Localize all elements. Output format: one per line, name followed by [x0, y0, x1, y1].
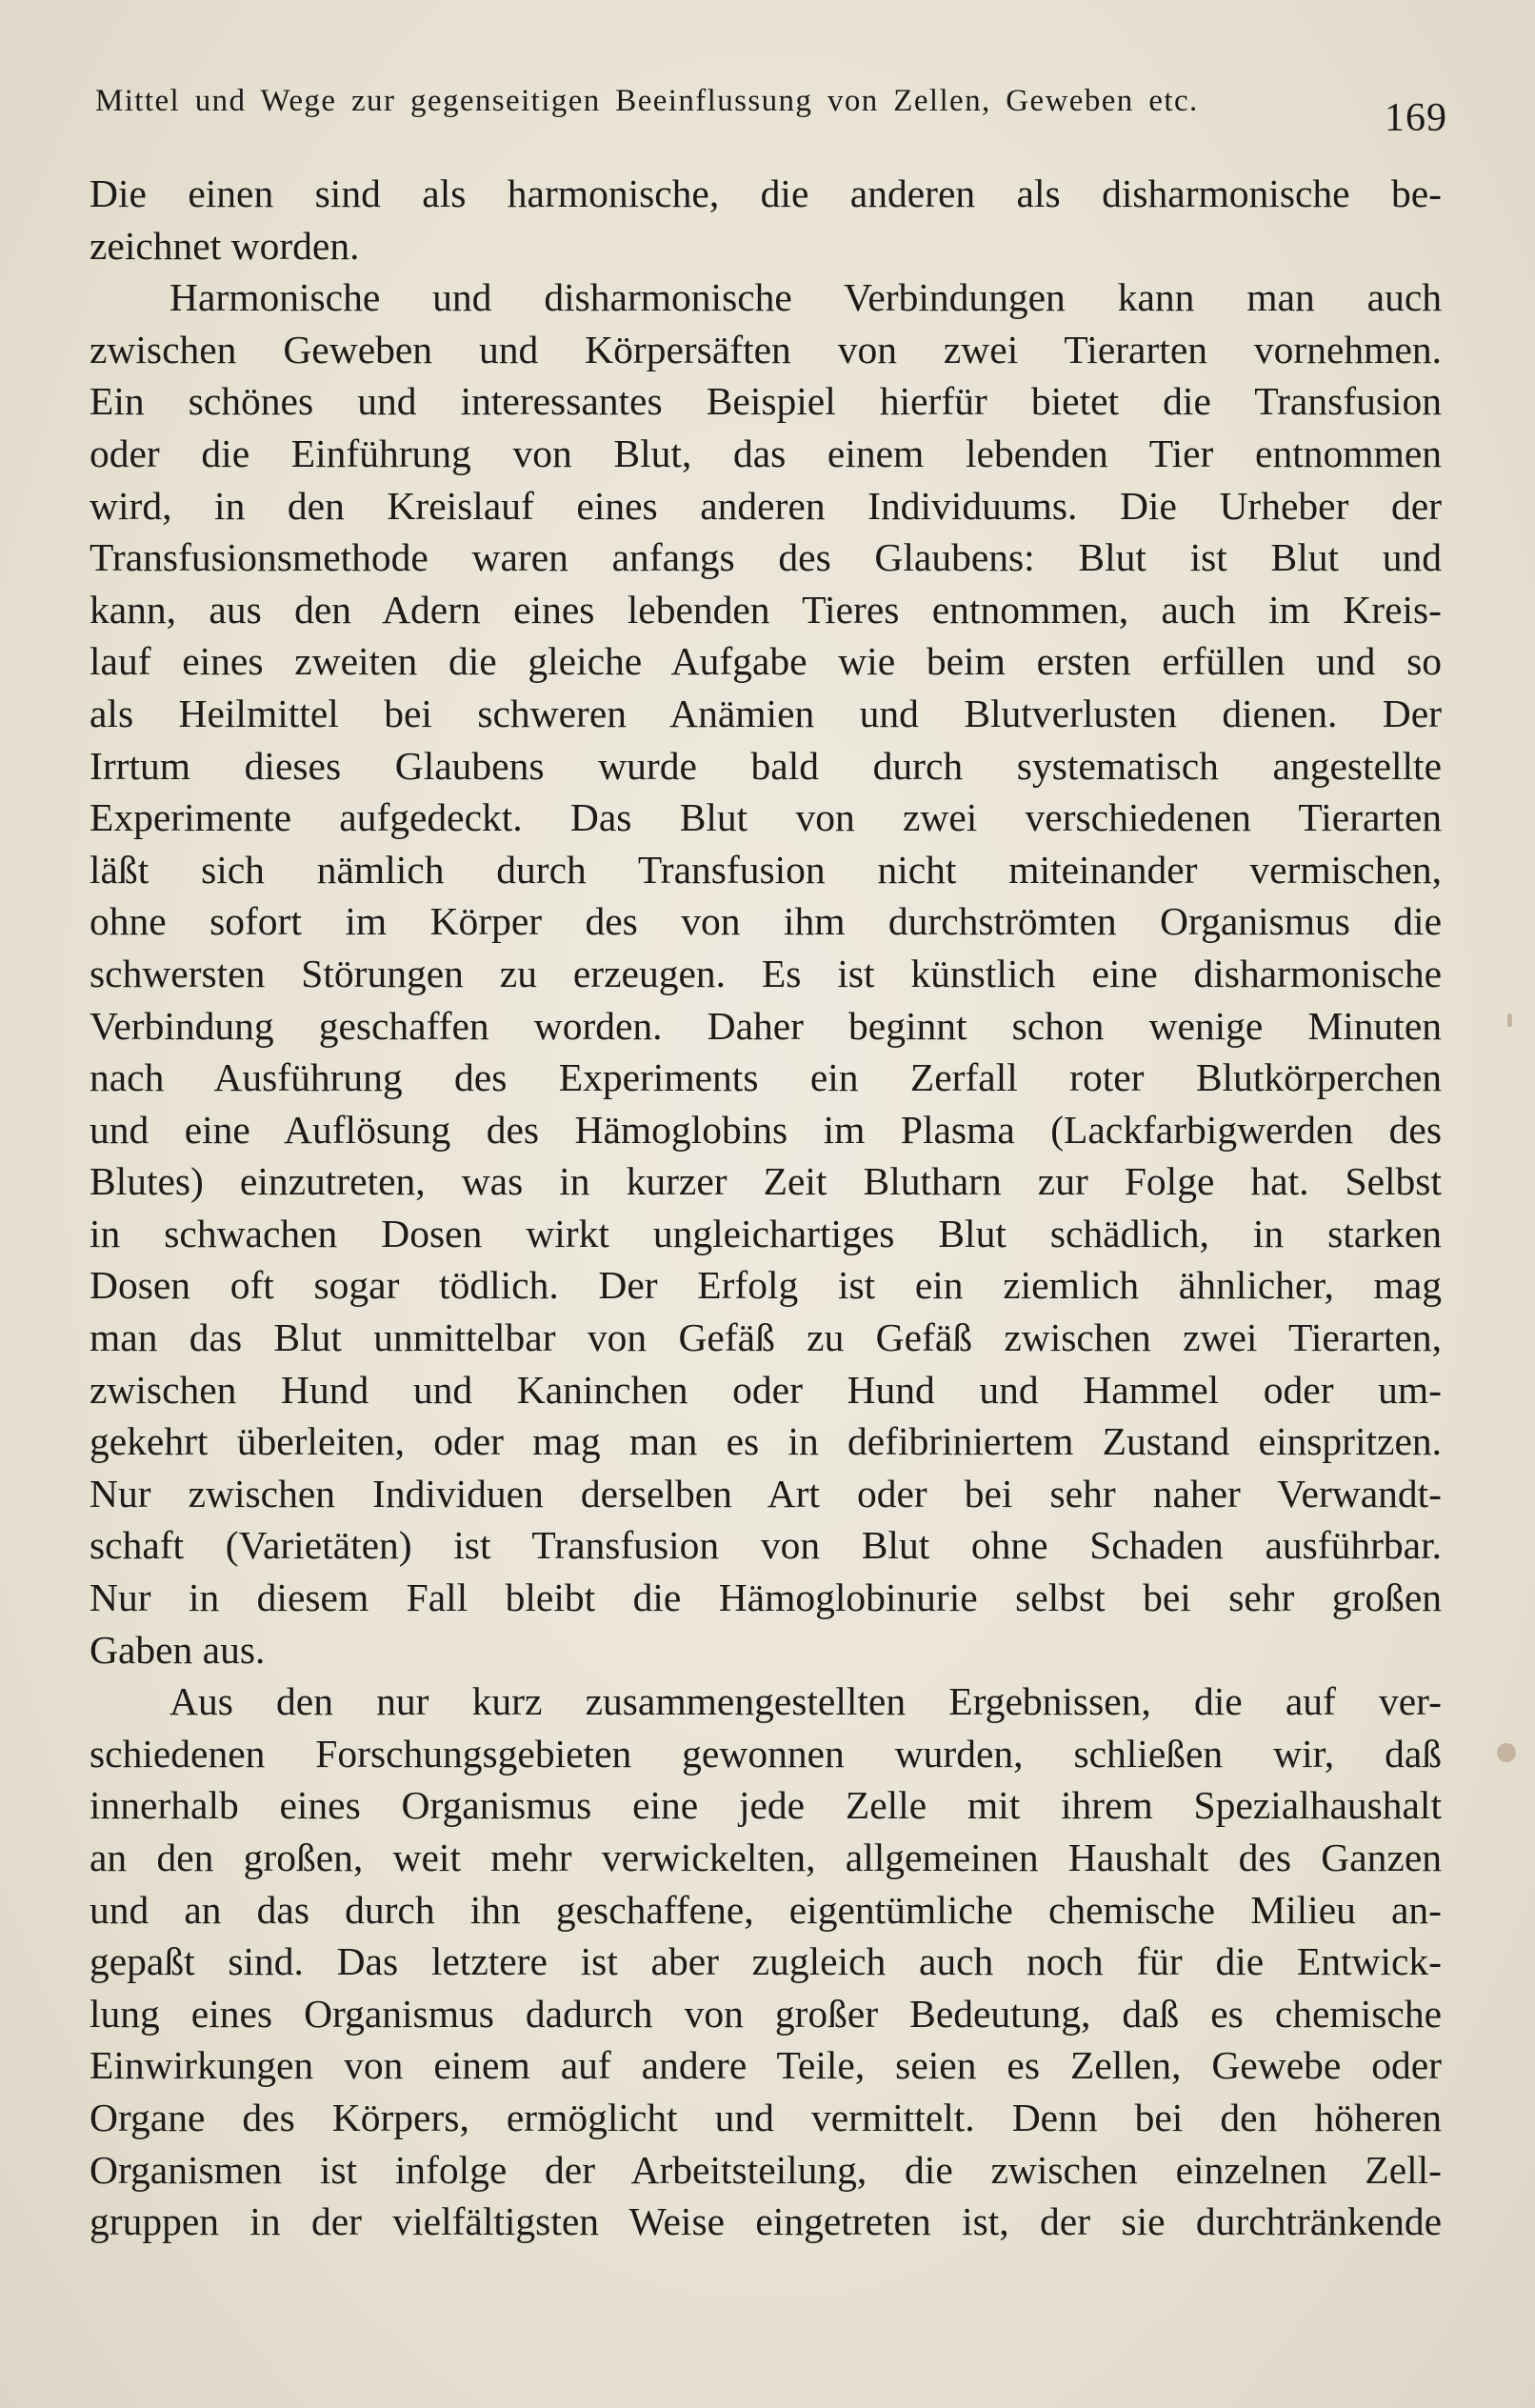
text-line: Die einen sind als harmonische, die anderen als disharmonische be-: [90, 171, 1442, 215]
text-line: gepaßt sind. Das letztere ist aber zugleich auch noch für die Entwick-: [90, 1939, 1442, 1984]
text-line: Irrtum dieses Glaubens wurde bald durch systematisch angestellte: [90, 743, 1442, 788]
text-line: Verbindung geschaffen worden. Daher beginnt schon wenige Minuten: [90, 1003, 1442, 1048]
text-line: Experimente aufgedeckt. Das Blut von zwei verschiedenen Tierarten: [90, 795, 1442, 840]
page-number: 169: [1385, 96, 1447, 140]
text-line: schiedenen Forschungsgebieten gewonnen wurden, schließen wir, daß: [90, 1731, 1442, 1776]
text-line: als Heilmittel bei schweren Anämien und Blutverlusten dienen. Der: [90, 691, 1442, 735]
text-line: nach Ausführung des Experiments ein Zerfall roter Blutkörperchen: [90, 1055, 1442, 1100]
text-line: zwischen Hund und Kaninchen oder Hund und Hammel oder um-: [90, 1367, 1442, 1412]
paper-stain-mark: [1507, 1013, 1512, 1027]
text-line: man das Blut unmittelbar von Gefäß zu Gefäß zwischen zwei Tierarten,: [90, 1315, 1442, 1360]
text-line: zeichnet worden.: [90, 223, 360, 268]
text-line: Transfusionsmethode waren anfangs des Glaubens: Blut ist Blut und: [90, 535, 1442, 580]
text-line: Nur in diesem Fall bleibt die Hämoglobinurie selbst bei sehr großen: [90, 1575, 1442, 1620]
text-line: Einwirkungen von einem auf andere Teile, seien es Zellen, Gewebe oder: [90, 2043, 1442, 2088]
text-line: innerhalb eines Organismus eine jede Zelle mit ihrem Spezialhaushalt: [90, 1783, 1442, 1828]
running-title: Mittel und Wege zur gegenseitigen Beeinflussung von Zellen, Geweben etc.: [95, 84, 1199, 118]
text-line: schaft (Varietäten) ist Transfusion von Blut ohne Schaden ausführbar.: [90, 1523, 1442, 1568]
text-line: lauf eines zweiten die gleiche Aufgabe wie beim ersten erfüllen und so: [90, 639, 1442, 684]
text-line: ohne sofort im Körper des von ihm durchströmten Organismus die: [90, 899, 1442, 944]
text-line: Organismen ist infolge der Arbeitsteilung, die zwischen einzelnen Zell-: [90, 2147, 1442, 2192]
text-line: Harmonische und disharmonische Verbindungen kann man auch: [169, 275, 1442, 320]
text-line: an den großen, weit mehr verwickelten, allgemeinen Haushalt des Ganzen: [90, 1836, 1442, 1879]
text-line: Gaben aus.: [90, 1627, 266, 1672]
text-line: Blutes) einzutreten, was in kurzer Zeit Blutharn zur Folge hat. Selbst: [90, 1159, 1442, 1204]
text-line: Ein schönes und interessantes Beispiel hierfür bietet die Transfusion: [90, 379, 1442, 424]
paper-stain-mark: [1497, 1743, 1516, 1762]
text-line: oder die Einführung von Blut, das einem lebenden Tier entnommen: [90, 431, 1442, 475]
text-line: kann, aus den Adern eines lebenden Tieres entnommen, auch im Kreis-: [90, 587, 1442, 632]
text-line: zwischen Geweben und Körpersäften von zwei Tierarten vornehmen.: [90, 327, 1442, 371]
text-line: wird, in den Kreislauf eines anderen Individuums. Die Urheber der: [90, 483, 1442, 528]
body-text: [90, 168, 1442, 2292]
text-line: Nur zwischen Individuen derselben Art oder bei sehr naher Verwandt-: [90, 1471, 1442, 1515]
running-head: [95, 78, 1447, 145]
text-line: lung eines Organismus dadurch von großer Bedeutung, daß es chemische: [90, 1991, 1442, 2036]
text-line: und eine Auflösung des Hämoglobins im Plasma (Lackfarbigwerden des: [90, 1107, 1442, 1152]
text-line: in schwachen Dosen wirkt ungleichartiges Blut schädlich, in starken: [90, 1211, 1442, 1255]
text-line: schwersten Störungen zu erzeugen. Es ist künstlich eine disharmonische: [90, 951, 1442, 995]
text-line: Dosen oft sogar tödlich. Der Erfolg ist ein ziemlich ähnlicher, mag: [90, 1263, 1442, 1308]
text-line: gekehrt überleiten, oder mag man es in defibriniertem Zustand einspritzen.: [90, 1419, 1442, 1464]
text-line: läßt sich nämlich durch Transfusion nicht miteinander vermischen,: [90, 847, 1442, 892]
text-line: gruppen in der vielfältigsten Weise eingetreten ist, der sie durchtränkende: [90, 2199, 1442, 2244]
text-line: Aus den nur kurz zusammengestellten Ergebnissen, die auf ver-: [169, 1679, 1442, 1724]
text-line: und an das durch ihn geschaffene, eigentümliche chemische Milieu an-: [90, 1887, 1442, 1932]
text-line: Organe des Körpers, ermöglicht und vermittelt. Denn bei den höheren: [90, 2095, 1442, 2139]
